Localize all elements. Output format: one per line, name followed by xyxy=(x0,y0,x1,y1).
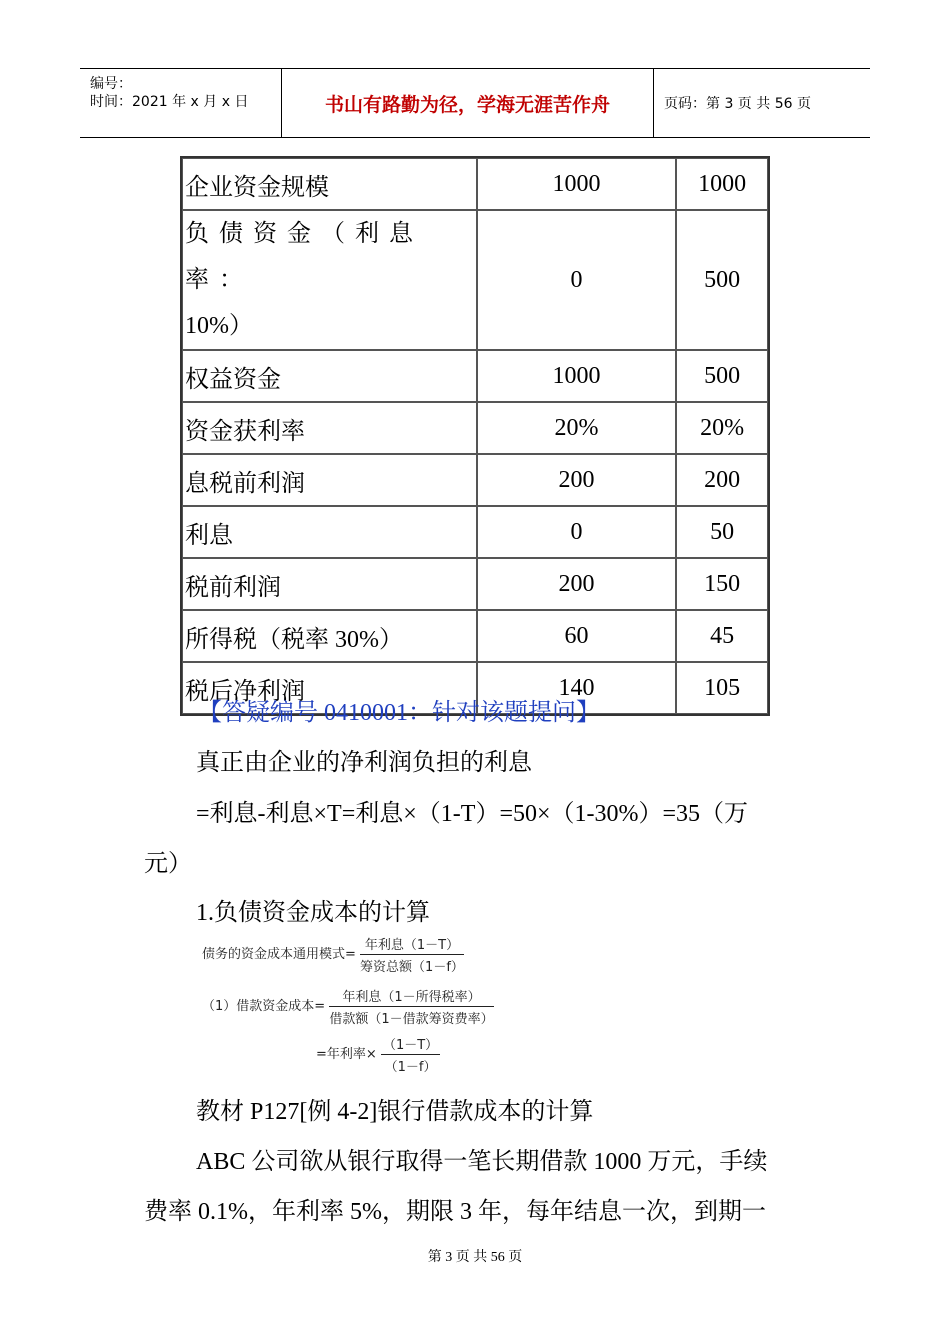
table-cell-value: 60 xyxy=(477,610,676,662)
table-row xyxy=(182,210,768,350)
formula-fraction xyxy=(360,934,464,975)
formula-general xyxy=(202,934,464,975)
table-cell-value: 140 xyxy=(477,662,676,714)
table-cell-value: 20% xyxy=(477,402,676,454)
table-cell-value: 1000 xyxy=(676,158,768,210)
formula-denominator: （1－f） xyxy=(384,1060,437,1075)
formula-fraction xyxy=(329,986,493,1027)
doc-date-label: 时间：2021 年 x 月 x 日 xyxy=(90,94,249,110)
table-cell-label: 利息 xyxy=(182,506,477,558)
table-row xyxy=(182,610,768,662)
header-page-info: 页码：第 3 页 共 56 页 xyxy=(664,96,811,112)
table-cell-value: 200 xyxy=(477,454,676,506)
table-cell-value: 500 xyxy=(676,210,768,350)
table-cell-value: 105 xyxy=(676,662,768,714)
table-cell-value: 150 xyxy=(676,558,768,610)
table-cell-value: 500 xyxy=(676,350,768,402)
table-cell-label xyxy=(182,210,477,350)
profit-comparison-table xyxy=(180,156,770,716)
table-cell-value: 0 xyxy=(477,506,676,558)
formula-denominator: 筹资总额（1－f） xyxy=(360,960,464,975)
table-row xyxy=(182,454,768,506)
qa-link[interactable]: 【答疑编号 0410001：针对该题提问】 xyxy=(198,700,600,726)
header-motto: 书山有路勤为径，学海无涯苦作舟 xyxy=(282,69,654,137)
formula-denominator: 借款额（1－借款筹资费率） xyxy=(329,1012,494,1027)
table-cell-label: 息税前利润 xyxy=(182,454,477,506)
table-cell-label: 税前利润 xyxy=(182,558,477,610)
header-meta xyxy=(80,69,282,137)
paragraph: =利息-利息×T=利息×（1-T）=50×（1-30%）=35（万 xyxy=(196,801,749,827)
paragraph: ABC 公司欲从银行取得一笔长期借款 1000 万元，手续 xyxy=(196,1149,768,1175)
formula-prefix: 债务的资金成本通用模式= xyxy=(202,947,356,962)
formula-prefix: （1）借款资金成本= xyxy=(202,999,326,1014)
paragraph: 真正由企业的净利润负担的利息 xyxy=(196,750,532,776)
table-row xyxy=(182,350,768,402)
table-row xyxy=(182,402,768,454)
paragraph: 教材 P127[例 4-2]银行借款成本的计算 xyxy=(196,1099,594,1125)
table-cell-label-line2: 10%） xyxy=(185,313,253,339)
table-row xyxy=(182,558,768,610)
table-cell-value: 1000 xyxy=(477,350,676,402)
table-cell-label: 资金获利率 xyxy=(182,402,477,454)
paragraph: 元） xyxy=(144,851,192,877)
formula-numerator: 年利息（1－所得税率） xyxy=(329,986,493,1007)
table-cell-value: 0 xyxy=(477,210,676,350)
table-cell-label-line1: 负债资金（利息率： xyxy=(185,221,423,293)
formula-loan-rate xyxy=(316,1034,440,1075)
section-heading: 1.负债资金成本的计算 xyxy=(196,900,430,926)
table-row xyxy=(182,158,768,210)
page-footer: 第 3 页 共 56 页 xyxy=(427,1250,523,1265)
formula-prefix: =年利率× xyxy=(316,1047,377,1062)
formula-numerator: （1－T） xyxy=(381,1034,440,1055)
table-cell-value: 200 xyxy=(676,454,768,506)
paragraph: 费率 0.1%，年利率 5%，期限 3 年，每年结息一次，到期一 xyxy=(144,1199,766,1225)
table-cell-label: 权益资金 xyxy=(182,350,477,402)
formula-loan-cost xyxy=(202,986,494,1027)
table-cell-label: 所得税（税率 30%） xyxy=(182,610,477,662)
table-cell-value: 50 xyxy=(676,506,768,558)
table-cell-value: 20% xyxy=(676,402,768,454)
table-row xyxy=(182,506,768,558)
table-cell-label: 企业资金规模 xyxy=(182,158,477,210)
table-cell-value: 1000 xyxy=(477,158,676,210)
table-cell-value: 200 xyxy=(477,558,676,610)
table-cell-value: 45 xyxy=(676,610,768,662)
page-header xyxy=(80,68,870,138)
formula-numerator: 年利息（1－T） xyxy=(360,934,464,955)
formula-fraction xyxy=(381,1034,440,1075)
table-cell-label: 税后净利润 xyxy=(182,662,477,714)
doc-code-label: 编号： xyxy=(90,76,132,92)
